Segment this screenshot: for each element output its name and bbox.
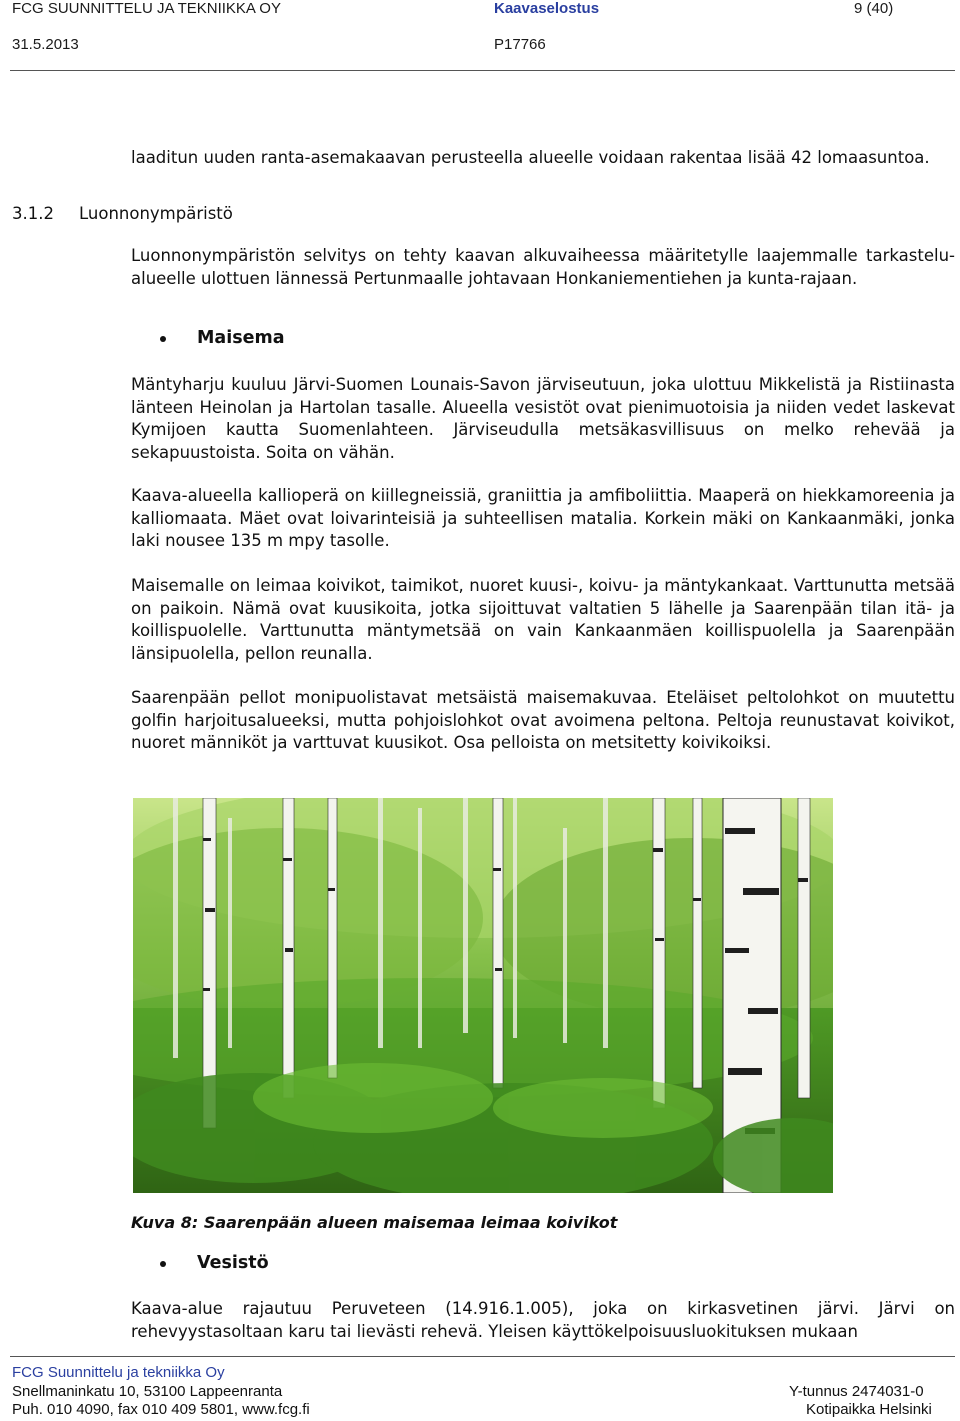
maisema-paragraph-1: Mäntyharju kuuluu Järvi-Suomen Lounais-Savon järviseutuun, joka ulottuu Mikkelistä ja Ristiinasta länteen Heinolan ja Hartolan tasalle. Alueella vesistöt ovat pienimuotoisia ja niiden vedet laskevat Kymijoen kautta Suomenlahteen. Järviseudulla metsäkasvillisuus on melko rehevää ja sekapuustoista. Soita on vähän.	[131, 375, 955, 462]
footer-contact: Puh. 010 4090, fax 010 409 5801, www.fcg.fi	[12, 1401, 310, 1418]
section-number: 3.1.2	[12, 204, 54, 223]
bullet-icon	[160, 336, 166, 342]
header-doc-type: Kaavaselostus	[494, 0, 600, 17]
maisema-paragraph-2: Kaava-alueella kallioperä on kiillegneissiä, graniittia ja amfiboliittia. Maaperä on hiekkamoreenia ja kalliomaata. Mäet ovat loivarinteisiä ja suhteellisen matalia. Korkein mäki on Kankaanmäki, jonka laki nousee 135 m mpy tasolle.	[131, 486, 955, 550]
bullet-icon	[160, 1261, 166, 1267]
section-paragraph: Luonnonympäristön selvitys on tehty kaavan alkuvaiheessa määritetylle laajemmalle tarkastelu-alueelle ulottuen lännessä Pertunmaalle johtavaan Honkaniementiehen ja kunta-rajaan.	[131, 246, 955, 288]
footer-domicile: Kotipaikka Helsinki	[806, 1401, 932, 1418]
footer-address: Snellmaninkatu 10, 53100 Lappeenranta	[12, 1383, 283, 1400]
header-date: 31.5.2013	[12, 36, 79, 53]
figure-caption: Kuva 8: Saarenpään alueen maisemaa leimaa koivikot	[131, 1213, 618, 1232]
footer-divider	[10, 1356, 955, 1357]
header-page-number: 9 (40)	[854, 0, 894, 17]
header-project-number: P17766	[494, 36, 546, 53]
intro-paragraph: laaditun uuden ranta-asemakaavan perusteella alueelle voidaan rakentaa lisää 42 lomaasuntoa.	[131, 148, 930, 167]
maisema-paragraph-4: Saarenpään pellot monipuolistavat metsäistä maisemakuvaa. Eteläiset peltolohkot on muutettu golfin harjoitusalueeksi, mutta pohjoislohkot ovat avoimena peltona. Peltoja reunustavat koivikot, nuoret männiköt ja varttuvat kuusikot. Osa pelloista on metsitetty koivikoiksi.	[131, 688, 955, 752]
header-divider	[10, 70, 955, 71]
section-title: Luonnonympäristö	[79, 204, 233, 223]
vesisto-paragraph: Kaava-alue rajautuu Peruveteen (14.916.1.005), joka on kirkasvetinen järvi. Järvi on rehevyystasoltaan karu tai lievästi rehevä. Yleisen käyttökelpoisuusluokituksen mukaan	[131, 1299, 955, 1341]
footer-business-id: Y-tunnus 2474031-0	[789, 1383, 924, 1400]
birch-forest-photo	[133, 798, 833, 1193]
maisema-heading: Maisema	[197, 328, 285, 348]
maisema-paragraph-3: Maisemalle on leimaa koivikot, taimikot, nuoret kuusi-, koivu- ja mäntykankaat. Varttunutta metsää on paikoin. Nämä ovat kuusikoita, jotka sijoittuvat valtatien 5 lähelle ja Saarenpään tilan itä- ja koillispuolelle. Varttunutta mäntymetsää on vain Kankaanmäen koillispuolella ja Saarenpään länsipuolella, pellon reunalla.	[131, 576, 955, 663]
header-company: FCG SUUNNITTELU JA TEKNIIKKA OY	[12, 0, 281, 17]
vesisto-heading: Vesistö	[197, 1253, 269, 1273]
footer-company: FCG Suunnittelu ja tekniikka Oy	[12, 1364, 225, 1381]
